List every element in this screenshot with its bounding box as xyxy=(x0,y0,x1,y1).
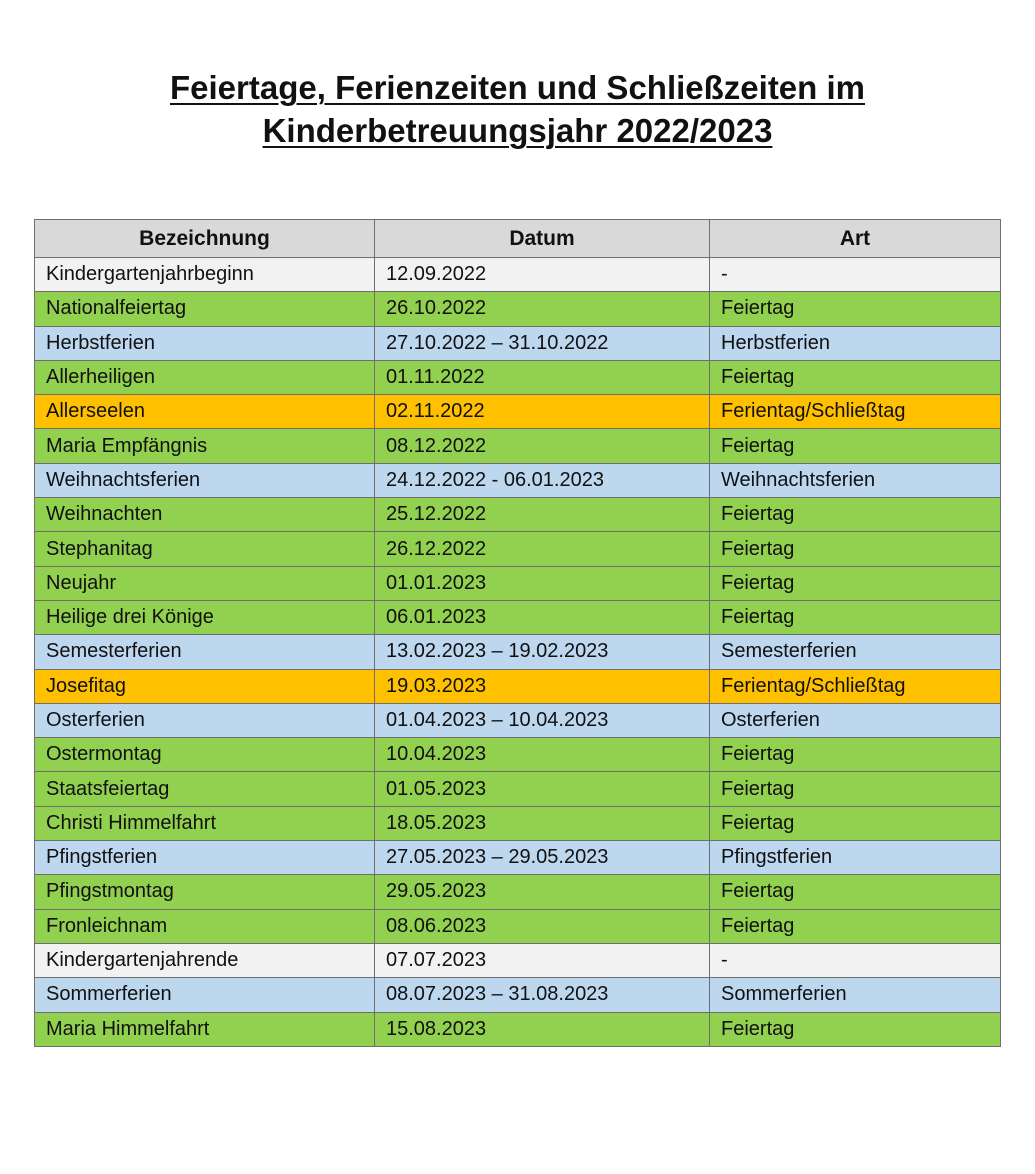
cell-art: Herbstferien xyxy=(710,326,1001,360)
table-row xyxy=(35,395,1001,429)
cell-bezeichnung: Josefitag xyxy=(35,669,375,703)
table-row xyxy=(35,258,1001,292)
cell-art: Ferientag/Schließtag xyxy=(710,395,1001,429)
header-art: Art xyxy=(710,220,1001,258)
table-row xyxy=(35,498,1001,532)
cell-datum: 06.01.2023 xyxy=(375,600,710,634)
table-row xyxy=(35,806,1001,840)
cell-bezeichnung: Allerheiligen xyxy=(35,360,375,394)
cell-art: Feiertag xyxy=(710,429,1001,463)
cell-datum: 13.02.2023 – 19.02.2023 xyxy=(375,635,710,669)
cell-datum: 08.07.2023 – 31.08.2023 xyxy=(375,978,710,1012)
table-row xyxy=(35,1012,1001,1046)
cell-datum: 08.12.2022 xyxy=(375,429,710,463)
title-line-1: Feiertage, Ferienzeiten und Schließzeiten im xyxy=(170,69,865,106)
table-row xyxy=(35,978,1001,1012)
table-row xyxy=(35,738,1001,772)
cell-art: - xyxy=(710,258,1001,292)
table-row xyxy=(35,875,1001,909)
cell-bezeichnung: Christi Himmelfahrt xyxy=(35,806,375,840)
table-row xyxy=(35,566,1001,600)
cell-datum: 29.05.2023 xyxy=(375,875,710,909)
cell-bezeichnung: Osterferien xyxy=(35,703,375,737)
cell-art: Weihnachtsferien xyxy=(710,463,1001,497)
cell-art: Sommerferien xyxy=(710,978,1001,1012)
cell-bezeichnung: Maria Empfängnis xyxy=(35,429,375,463)
cell-bezeichnung: Weihnachten xyxy=(35,498,375,532)
cell-art: Feiertag xyxy=(710,566,1001,600)
table-body xyxy=(35,258,1001,1047)
table-row xyxy=(35,841,1001,875)
cell-bezeichnung: Pfingstferien xyxy=(35,841,375,875)
cell-datum: 02.11.2022 xyxy=(375,395,710,429)
cell-art: Feiertag xyxy=(710,498,1001,532)
table-row xyxy=(35,463,1001,497)
table-header-row xyxy=(35,220,1001,258)
cell-datum: 08.06.2023 xyxy=(375,909,710,943)
cell-bezeichnung: Heilige drei Könige xyxy=(35,600,375,634)
table-row xyxy=(35,532,1001,566)
cell-art: - xyxy=(710,943,1001,977)
table-row xyxy=(35,429,1001,463)
table-row xyxy=(35,909,1001,943)
cell-art: Feiertag xyxy=(710,909,1001,943)
table-row xyxy=(35,292,1001,326)
table-row xyxy=(35,669,1001,703)
title-line-2: Kinderbetreuungsjahr 2022/2023 xyxy=(262,112,773,149)
cell-art: Feiertag xyxy=(710,875,1001,909)
cell-datum: 27.10.2022 – 31.10.2022 xyxy=(375,326,710,360)
cell-art: Osterferien xyxy=(710,703,1001,737)
cell-art: Feiertag xyxy=(710,738,1001,772)
header-bezeichnung: Bezeichnung xyxy=(35,220,375,258)
cell-datum: 26.12.2022 xyxy=(375,532,710,566)
cell-datum: 07.07.2023 xyxy=(375,943,710,977)
cell-bezeichnung: Semesterferien xyxy=(35,635,375,669)
table-row xyxy=(35,943,1001,977)
cell-art: Feiertag xyxy=(710,360,1001,394)
cell-bezeichnung: Ostermontag xyxy=(35,738,375,772)
cell-datum: 15.08.2023 xyxy=(375,1012,710,1046)
cell-bezeichnung: Kindergartenjahrende xyxy=(35,943,375,977)
table-row xyxy=(35,326,1001,360)
cell-bezeichnung: Herbstferien xyxy=(35,326,375,360)
cell-bezeichnung: Sommerferien xyxy=(35,978,375,1012)
cell-datum: 01.11.2022 xyxy=(375,360,710,394)
schedule-table xyxy=(34,219,1001,1047)
cell-art: Feiertag xyxy=(710,600,1001,634)
cell-datum: 01.05.2023 xyxy=(375,772,710,806)
cell-datum: 01.04.2023 – 10.04.2023 xyxy=(375,703,710,737)
cell-datum: 12.09.2022 xyxy=(375,258,710,292)
cell-bezeichnung: Fronleichnam xyxy=(35,909,375,943)
cell-art: Feiertag xyxy=(710,292,1001,326)
table-row xyxy=(35,635,1001,669)
cell-art: Feiertag xyxy=(710,772,1001,806)
table-row xyxy=(35,360,1001,394)
cell-bezeichnung: Weihnachtsferien xyxy=(35,463,375,497)
cell-art: Pfingstferien xyxy=(710,841,1001,875)
cell-datum: 27.05.2023 – 29.05.2023 xyxy=(375,841,710,875)
header-datum: Datum xyxy=(375,220,710,258)
table-row xyxy=(35,703,1001,737)
cell-art: Feiertag xyxy=(710,806,1001,840)
cell-datum: 18.05.2023 xyxy=(375,806,710,840)
cell-art: Feiertag xyxy=(710,1012,1001,1046)
table-row xyxy=(35,600,1001,634)
cell-art: Semesterferien xyxy=(710,635,1001,669)
cell-datum: 25.12.2022 xyxy=(375,498,710,532)
cell-datum: 26.10.2022 xyxy=(375,292,710,326)
cell-bezeichnung: Stephanitag xyxy=(35,532,375,566)
cell-art: Ferientag/Schließtag xyxy=(710,669,1001,703)
cell-datum: 19.03.2023 xyxy=(375,669,710,703)
cell-bezeichnung: Neujahr xyxy=(35,566,375,600)
cell-bezeichnung: Maria Himmelfahrt xyxy=(35,1012,375,1046)
cell-bezeichnung: Nationalfeiertag xyxy=(35,292,375,326)
cell-datum: 24.12.2022 - 06.01.2023 xyxy=(375,463,710,497)
table-row xyxy=(35,772,1001,806)
cell-datum: 10.04.2023 xyxy=(375,738,710,772)
cell-bezeichnung: Kindergartenjahrbeginn xyxy=(35,258,375,292)
cell-datum: 01.01.2023 xyxy=(375,566,710,600)
cell-bezeichnung: Pfingstmontag xyxy=(35,875,375,909)
cell-bezeichnung: Staatsfeiertag xyxy=(35,772,375,806)
page-title xyxy=(0,66,1035,152)
cell-bezeichnung: Allerseelen xyxy=(35,395,375,429)
cell-art: Feiertag xyxy=(710,532,1001,566)
